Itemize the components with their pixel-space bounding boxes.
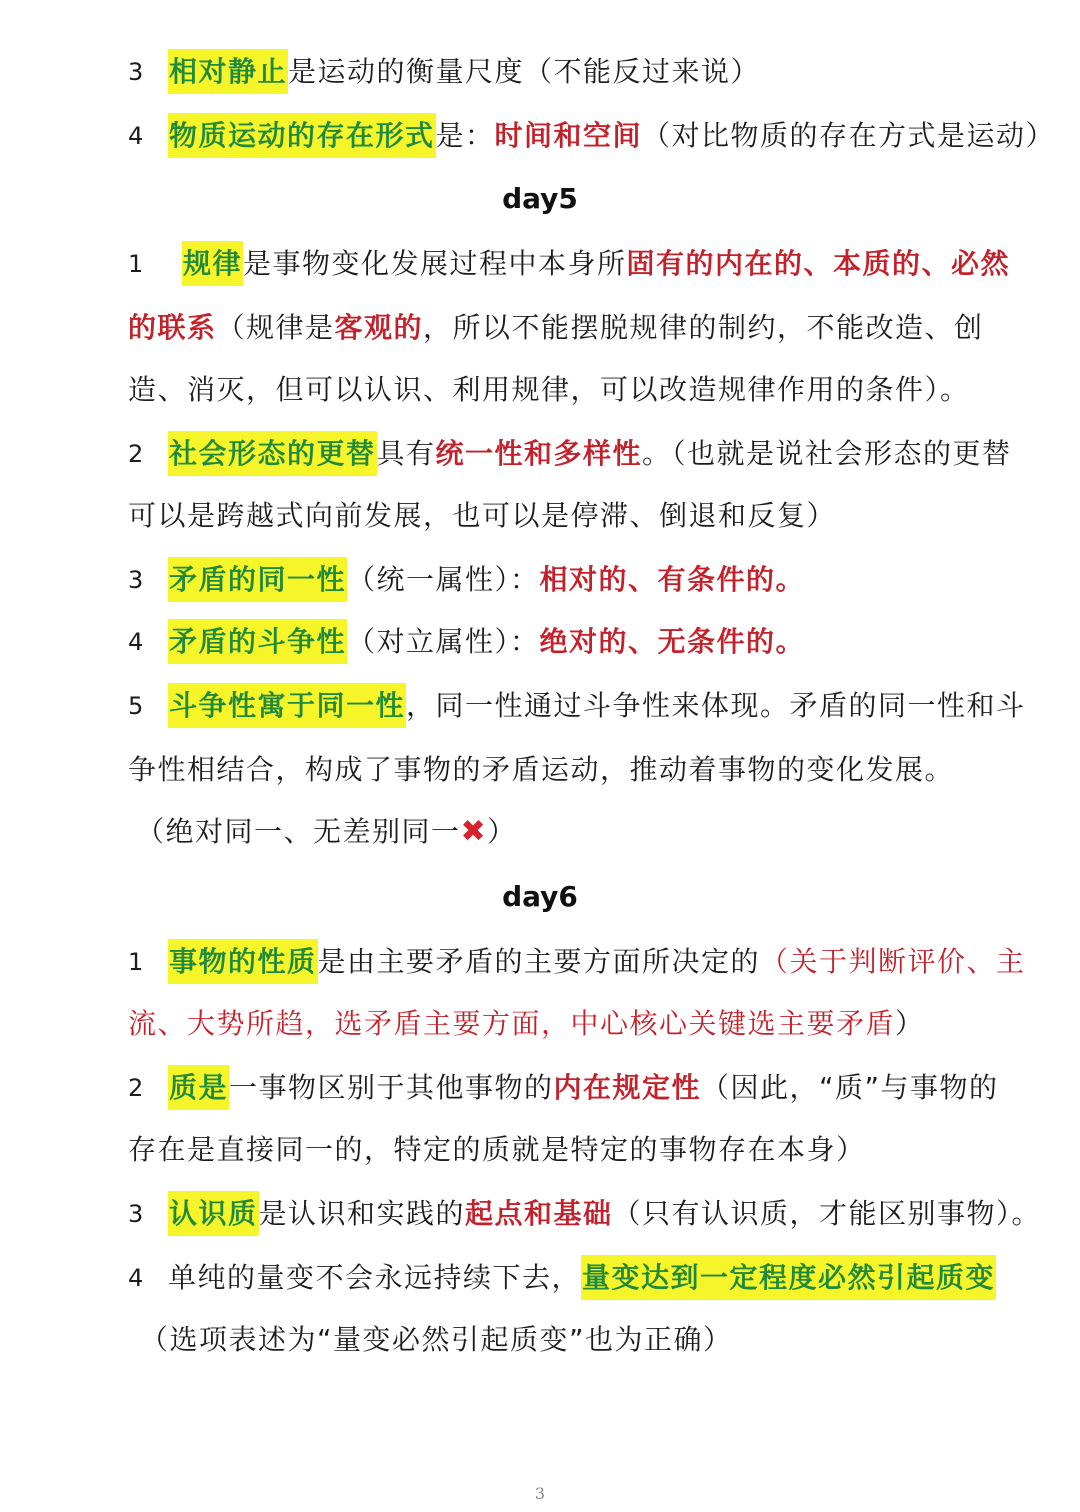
emphasis-text: 相对的、有条件的。 <box>539 563 806 596</box>
highlighted-term: 认识质 <box>168 1191 259 1236</box>
note-text: 一事物区别于其他事物的 <box>229 1071 554 1104</box>
highlighted-term: 量变达到一定程度必然引起质变 <box>581 1255 996 1300</box>
note-text: ，所以不能摆脱规律的制约，不能改造、创 <box>423 311 984 344</box>
note-text: 存在是直接同一的，特定的质就是特定的事物存在本身） <box>128 1133 866 1166</box>
note-text: ，同一性通过斗争性来体现。矛盾的同一性和斗 <box>406 689 1026 722</box>
note-text: 是： <box>435 119 495 152</box>
note-text: 可以是跨越式向前发展，也可以是停滞、倒退和反复） <box>128 499 837 532</box>
emphasis-text: 时间和空间 <box>494 119 643 152</box>
emphasis-text: 统一性和多样性 <box>435 437 643 470</box>
emphasis-text: 起点和基础 <box>465 1197 613 1230</box>
section-heading-day6: day6 <box>502 880 578 913</box>
note-text: 是运动的衡量尺度（不能反过来说） <box>288 55 761 88</box>
note-text: （统一属性）： <box>347 563 540 596</box>
item-number: 2 <box>128 1074 145 1102</box>
highlighted-term: 物质运动的存在形式 <box>168 113 436 158</box>
highlighted-term: 规律 <box>182 241 243 286</box>
highlighted-term: 事物的性质 <box>168 939 318 984</box>
item-number: 2 <box>128 440 145 468</box>
note-text: 是认识和实践的 <box>258 1197 466 1230</box>
note-text: 是由主要矛盾的主要方面所决定的 <box>317 945 761 978</box>
note-text: （绝对同一、无差别同一 <box>136 815 461 848</box>
cross-mark-icon: ✖ <box>460 814 488 849</box>
note-text: （选项表述为“量变必然引起质变”也为正确） <box>140 1323 733 1356</box>
note-text: （规律是 <box>216 311 335 344</box>
page-number: 3 <box>534 1484 546 1503</box>
emphasis-text: 绝对的、无条件的。 <box>539 625 806 658</box>
emphasis-text: （关于判断评价、主 <box>760 945 1026 978</box>
note-text: 具有 <box>376 437 436 470</box>
note-text: ） <box>487 815 517 848</box>
emphasis-text: 流、大势所趋，选矛盾主要方面，中心核心关键选主要矛盾 <box>128 1007 896 1040</box>
item-number: 4 <box>128 1264 145 1292</box>
item-number: 1 <box>128 250 145 278</box>
note-text: （因此，“质”与事物的 <box>701 1071 999 1104</box>
note-text: 是事物变化发展过程中本身所 <box>243 247 627 280</box>
highlighted-term: 质是 <box>168 1065 229 1110</box>
note-text: 单纯的量变不会永远持续下去， <box>168 1261 582 1294</box>
note-text: （对立属性）： <box>347 625 540 658</box>
item-number: 5 <box>128 692 145 720</box>
note-text: 造、消灭，但可以认识、利用规律，可以改造规律作用的条件）。 <box>128 373 970 406</box>
emphasis-text: 客观的 <box>334 311 424 344</box>
item-number: 1 <box>128 948 145 976</box>
item-number: 3 <box>128 566 145 594</box>
item-number: 4 <box>128 628 145 656</box>
emphasis-text: 固有的内在的、本质的、必然 <box>626 247 1011 280</box>
highlighted-term: 矛盾的同一性 <box>168 557 347 602</box>
highlighted-term: 斗争性寓于同一性 <box>168 683 406 728</box>
note-text: 。（也就是说社会形态的更替 <box>642 437 1012 470</box>
note-text: 争性相结合，构成了事物的矛盾运动，推动着事物的变化发展。 <box>128 753 955 786</box>
note-text: ） <box>895 1007 925 1040</box>
highlighted-term: 相对静止 <box>168 49 288 94</box>
highlighted-term: 矛盾的斗争性 <box>168 619 347 664</box>
item-number: 4 <box>128 122 145 150</box>
note-text: （只有认识质，才能区别事物）。 <box>612 1197 1042 1230</box>
item-number: 3 <box>128 58 145 86</box>
emphasis-text: 内在规定性 <box>553 1071 702 1104</box>
item-number: 3 <box>128 1200 145 1228</box>
section-heading-day5: day5 <box>502 182 578 215</box>
emphasis-text: 的联系 <box>128 311 217 344</box>
note-text: （对比物质的存在方式是运动） <box>642 119 1056 152</box>
highlighted-term: 社会形态的更替 <box>168 431 377 476</box>
